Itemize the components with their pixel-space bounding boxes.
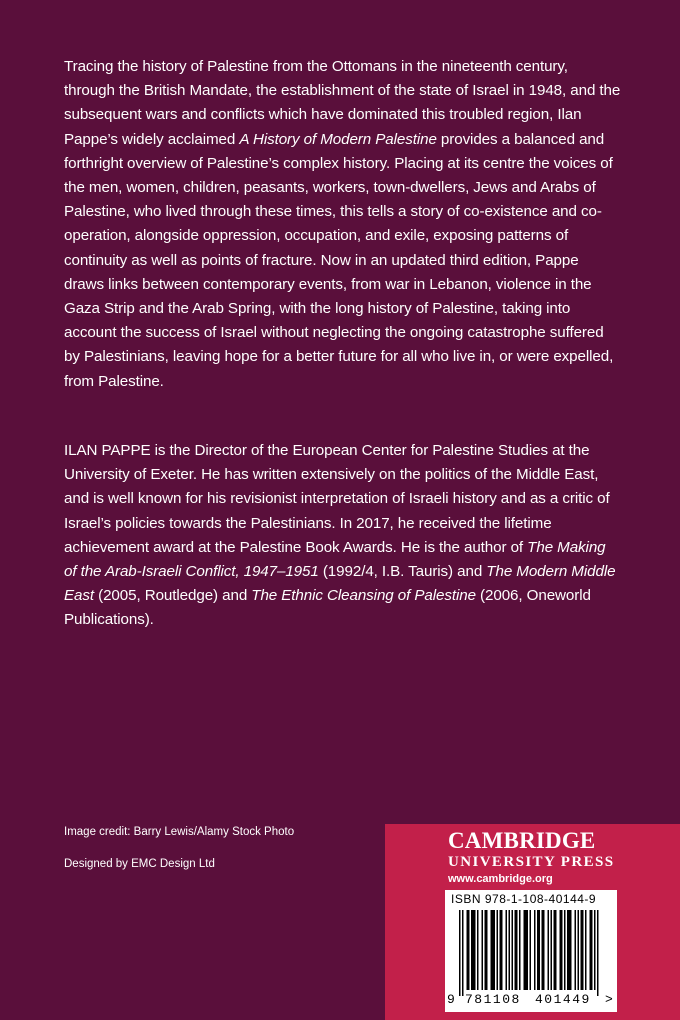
barcode-bar xyxy=(561,910,563,990)
publisher-url: www.cambridge.org xyxy=(448,873,553,885)
barcode-first-digit: 9 xyxy=(447,992,457,1007)
barcode-bar xyxy=(530,910,532,990)
barcode-bar xyxy=(468,910,470,990)
barcode-bar xyxy=(575,910,577,990)
barcode-bar xyxy=(548,910,550,990)
bio-part-1: is the Director of the European Center for Palestine Studies at the University of Exeter. He has written extensively on the politics of the Middle East, and is well known for his revisionist interpretation of Israeli history and as a critic of Israel’s policies towards the Palestinians. In 2017, he received the lifetime achievement award at the Palestine Book Awards. He is the author of xyxy=(64,442,610,556)
barcode-bar xyxy=(582,910,584,990)
book-description xyxy=(64,55,622,394)
author-book-1: The Making of the Arab-Israeli Conflict, 1947–1951 xyxy=(64,538,606,581)
barcode-bar xyxy=(567,910,569,990)
bio-part-2: (1992/4, I.B. Tauris) and xyxy=(318,563,487,581)
isbn-label: ISBN 978-1-108-40144-9 xyxy=(451,892,597,906)
barcode-bar xyxy=(560,910,562,990)
barcode-bar xyxy=(459,910,461,996)
barcode-bar xyxy=(542,910,544,990)
barcode-bar xyxy=(554,910,556,990)
barcode-left-digits: 781108 xyxy=(465,992,521,1007)
barcode-arrow: > xyxy=(605,992,615,1007)
author-book-3: The Ethnic Cleansing of Palestine xyxy=(251,587,476,605)
barcode-bar xyxy=(506,910,508,990)
barcode-bar xyxy=(485,910,487,990)
barcode-bar xyxy=(525,910,527,990)
book-title: A History of Modern Palestine xyxy=(239,130,437,148)
barcode-bar xyxy=(519,910,521,990)
barcode-bar xyxy=(512,910,514,990)
barcode-bar xyxy=(515,910,517,990)
barcode-bar xyxy=(590,910,592,990)
barcode-bar xyxy=(477,910,479,990)
barcode-bar xyxy=(570,910,572,990)
barcode-bar xyxy=(591,910,593,990)
bio-part-3: (2005, Routledge) and xyxy=(94,587,252,605)
barcode-bar xyxy=(534,910,536,990)
barcode-bar xyxy=(494,910,496,990)
barcode-bar xyxy=(564,910,566,990)
barcode-bar xyxy=(539,910,541,990)
description-part-1: Tracing the history of Palestine from the Ottomans in the nineteenth century, through the British Mandate, the establishment of the state of Israel in 1948, and the subsequent wars and conflicts which have dominated this troubled region, Ilan Pappe’s widely acclaimed xyxy=(64,58,621,148)
barcode-bar xyxy=(555,910,557,990)
barcode-bar xyxy=(497,910,499,990)
image-credit: Image credit: Barry Lewis/Alamy Stock Photo xyxy=(64,826,295,838)
barcode-bar xyxy=(500,910,502,990)
barcode-bar xyxy=(551,910,553,990)
barcode-bar xyxy=(501,910,503,990)
author-book-2: The Modern Middle East xyxy=(64,563,616,605)
barcode-bar xyxy=(537,910,539,990)
publisher-press: UNIVERSITY PRESS xyxy=(448,854,615,870)
barcode-bar xyxy=(585,910,587,990)
design-credit: Designed by EMC Design Ltd xyxy=(64,858,215,870)
barcode-bar xyxy=(474,910,476,990)
barcode xyxy=(445,890,617,1012)
barcode-bar xyxy=(492,910,494,990)
barcode-bar xyxy=(473,910,475,990)
author-name: ILAN PAPPE xyxy=(64,442,151,459)
barcode-bar xyxy=(509,910,511,990)
barcode-bar xyxy=(467,910,469,990)
barcode-bar xyxy=(581,910,583,990)
barcode-bar xyxy=(527,910,529,990)
barcode-bar xyxy=(597,910,599,996)
barcode-bar xyxy=(543,910,545,990)
barcode-bar xyxy=(524,910,526,990)
barcode-bar xyxy=(491,910,493,990)
author-bio xyxy=(64,439,622,633)
barcode-bar xyxy=(578,910,580,990)
bio-part-4: (2006, Oneworld Publications). xyxy=(64,587,591,629)
barcode-bar xyxy=(462,910,464,996)
barcode-bar xyxy=(482,910,484,990)
barcode-bar xyxy=(516,910,518,990)
barcode-bar xyxy=(569,910,571,990)
barcode-bar xyxy=(594,910,596,990)
description-part-2: provides a balanced and forthright overview of Palestine’s complex history. Placing at its centre the voices of the men, women, children, peasants, workers, town-dwellers, Jews and Arabs of Palestine, who lived through these times, this tells a story of co-existence and co-operation, alongside oppression, occupation, and exile, exposing patterns of continuity as well as points of fracture. Now in an updated third edition, Pappe draws links between contemporary events, from war in Lebanon, violence in the Gaza Strip and the Arab Spring, with the long history of Palestine, taking into account the success of Israel without neglecting the ongoing catastrophe suffered by Palestinians, leaving hope for a better future for all who live in, or were expelled, from Palestine. xyxy=(64,130,614,390)
publisher-name: CAMBRIDGE xyxy=(448,828,596,853)
barcode-right-digits: 401449 xyxy=(535,992,591,1007)
barcode-bar xyxy=(471,910,473,990)
barcode-bar xyxy=(486,910,488,990)
